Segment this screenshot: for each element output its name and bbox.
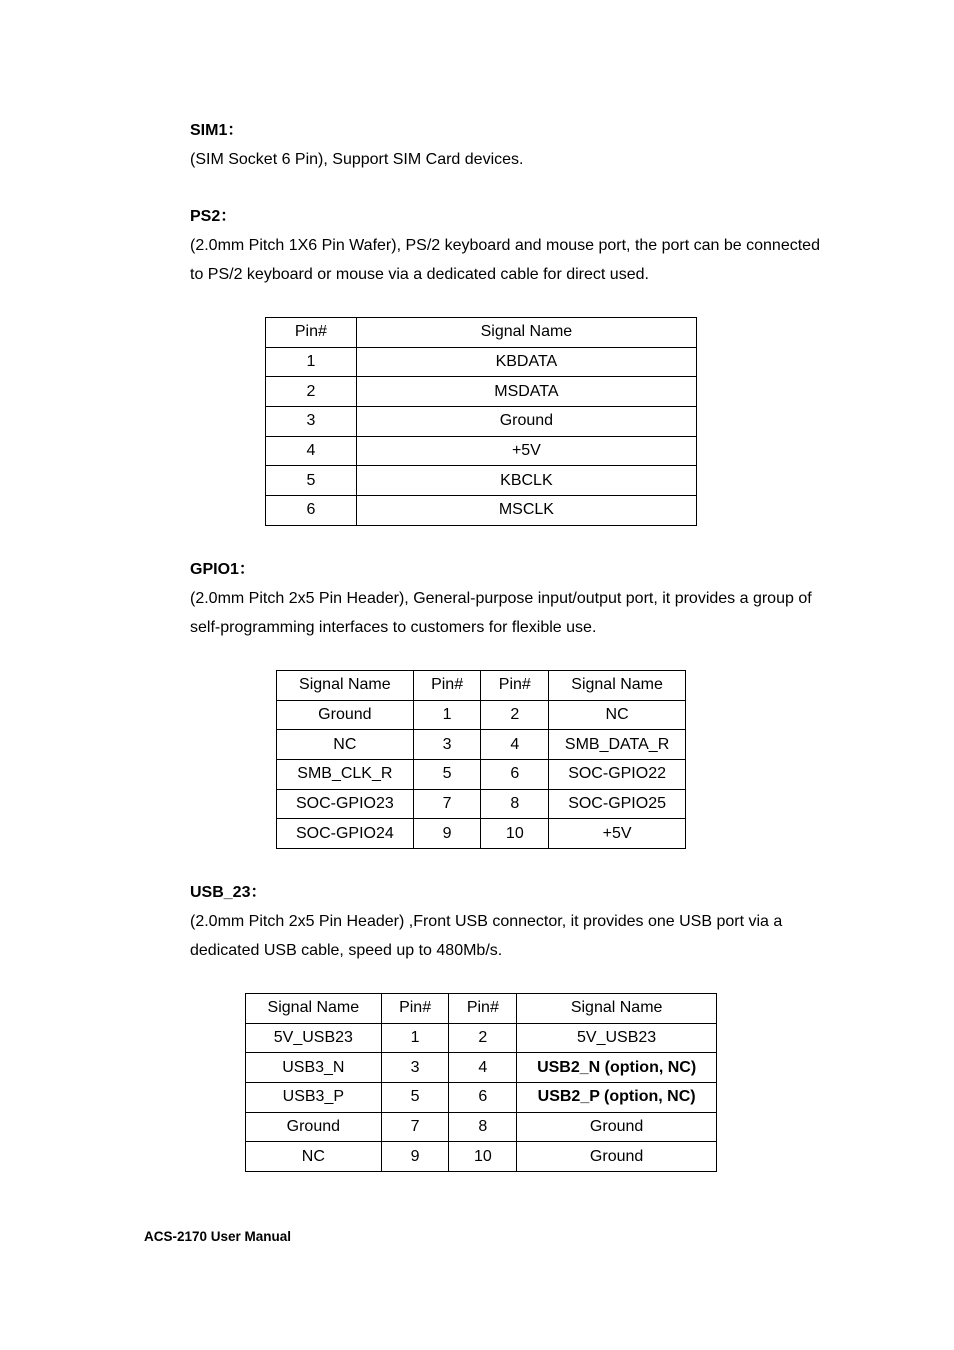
table-cell: 1: [266, 347, 357, 377]
gpio1-heading: GPIO1：: [190, 561, 255, 578]
table-row: [277, 730, 686, 760]
table-cell: 5: [266, 466, 357, 496]
table-row: [266, 496, 697, 526]
usb23-pin-table: [245, 993, 717, 1172]
table-cell: 7: [381, 1112, 449, 1142]
table-cell: 4: [449, 1053, 517, 1083]
table-cell: +5V: [356, 436, 696, 466]
table-header-row: [277, 671, 686, 701]
usb23-description: (2.0mm Pitch 2x5 Pin Header) ,Front USB connector, it provides one USB port via a dedicated USB cable, speed up to 480Mb/s.: [190, 913, 783, 959]
page-footer: ACS-2170 User Manual: [144, 1229, 292, 1244]
table-header-cell: Pin#: [266, 318, 357, 348]
table-cell: 5: [381, 1083, 449, 1113]
table-header-cell: Signal Name: [356, 318, 696, 348]
usb23-heading: USB_23：: [190, 884, 267, 901]
table-cell: 10: [449, 1142, 517, 1172]
table-cell: MSDATA: [356, 377, 696, 407]
usb23-section: [190, 878, 830, 965]
table-cell: 1: [413, 700, 481, 730]
table-cell: 3: [381, 1053, 449, 1083]
table-cell: Ground: [517, 1112, 717, 1142]
table-cell: USB2_N (option, NC): [517, 1053, 717, 1083]
gpio1-section: [190, 555, 830, 642]
table-header-cell: Signal Name: [246, 994, 382, 1024]
table-cell: Ground: [277, 700, 414, 730]
table-cell: 5V_USB23: [246, 1023, 382, 1053]
table-cell: 9: [413, 819, 481, 849]
table-header-row: [246, 994, 717, 1024]
table-cell: USB2_P (option, NC): [517, 1083, 717, 1113]
table-header-cell: Signal Name: [549, 671, 686, 701]
table-header-cell: Pin#: [381, 994, 449, 1024]
sim1-section: [190, 116, 830, 174]
table-cell: NC: [549, 700, 686, 730]
table-row: [246, 1112, 717, 1142]
table-cell: 8: [481, 789, 549, 819]
table-cell: 8: [449, 1112, 517, 1142]
table-cell: 7: [413, 789, 481, 819]
table-cell: 4: [266, 436, 357, 466]
table-header-cell: Signal Name: [277, 671, 414, 701]
table-cell: 5V_USB23: [517, 1023, 717, 1053]
table-row: [266, 407, 697, 437]
sim1-description: (SIM Socket 6 Pin), Support SIM Card devices.: [190, 151, 524, 168]
ps2-pin-table: [265, 317, 697, 526]
table-cell: 9: [381, 1142, 449, 1172]
table-cell: Ground: [246, 1112, 382, 1142]
table-row: [277, 789, 686, 819]
table-cell: Ground: [517, 1142, 717, 1172]
table-cell: NC: [277, 730, 414, 760]
table-row: [246, 1023, 717, 1053]
table-row: [246, 1142, 717, 1172]
table-cell: 6: [266, 496, 357, 526]
table-cell: SOC-GPIO22: [549, 760, 686, 790]
table-cell: 3: [266, 407, 357, 437]
table-cell: 2: [481, 700, 549, 730]
table-cell: SMB_CLK_R: [277, 760, 414, 790]
table-cell: 5: [413, 760, 481, 790]
table-row: [266, 466, 697, 496]
table-header-cell: Pin#: [449, 994, 517, 1024]
table-cell: 2: [266, 377, 357, 407]
ps2-section: [190, 202, 830, 289]
table-cell: SMB_DATA_R: [549, 730, 686, 760]
table-header-cell: Pin#: [481, 671, 549, 701]
table-cell: USB3_P: [246, 1083, 382, 1113]
table-cell: NC: [246, 1142, 382, 1172]
table-cell: 6: [481, 760, 549, 790]
table-row: [277, 700, 686, 730]
table-cell: 1: [381, 1023, 449, 1053]
table-header-row: [266, 318, 697, 348]
gpio1-description: (2.0mm Pitch 2x5 Pin Header), General-purpose input/output port, it provides a group of self-programming interfaces to customers for flexible use.: [190, 590, 812, 636]
gpio1-pin-table: [276, 670, 686, 849]
table-row: [277, 760, 686, 790]
table-cell: 3: [413, 730, 481, 760]
table-cell: USB3_N: [246, 1053, 382, 1083]
ps2-description: (2.0mm Pitch 1X6 Pin Wafer), PS/2 keyboard and mouse port, the port can be connected to PS/2 keyboard or mouse via a dedicated cable for direct used.: [190, 237, 820, 283]
table-header-cell: Signal Name: [517, 994, 717, 1024]
table-cell: 4: [481, 730, 549, 760]
table-cell: 2: [449, 1023, 517, 1053]
table-cell: SOC-GPIO24: [277, 819, 414, 849]
table-cell: KBCLK: [356, 466, 696, 496]
table-cell: MSCLK: [356, 496, 696, 526]
table-row: [277, 819, 686, 849]
table-cell: 6: [449, 1083, 517, 1113]
table-row: [246, 1053, 717, 1083]
table-row: [266, 436, 697, 466]
table-row: [266, 347, 697, 377]
table-cell: 10: [481, 819, 549, 849]
table-header-cell: Pin#: [413, 671, 481, 701]
table-row: [266, 377, 697, 407]
table-cell: +5V: [549, 819, 686, 849]
table-cell: KBDATA: [356, 347, 696, 377]
table-row: [246, 1083, 717, 1113]
sim1-heading: SIM1：: [190, 122, 244, 139]
table-cell: SOC-GPIO23: [277, 789, 414, 819]
table-cell: Ground: [356, 407, 696, 437]
table-cell: SOC-GPIO25: [549, 789, 686, 819]
ps2-heading: PS2：: [190, 208, 237, 225]
